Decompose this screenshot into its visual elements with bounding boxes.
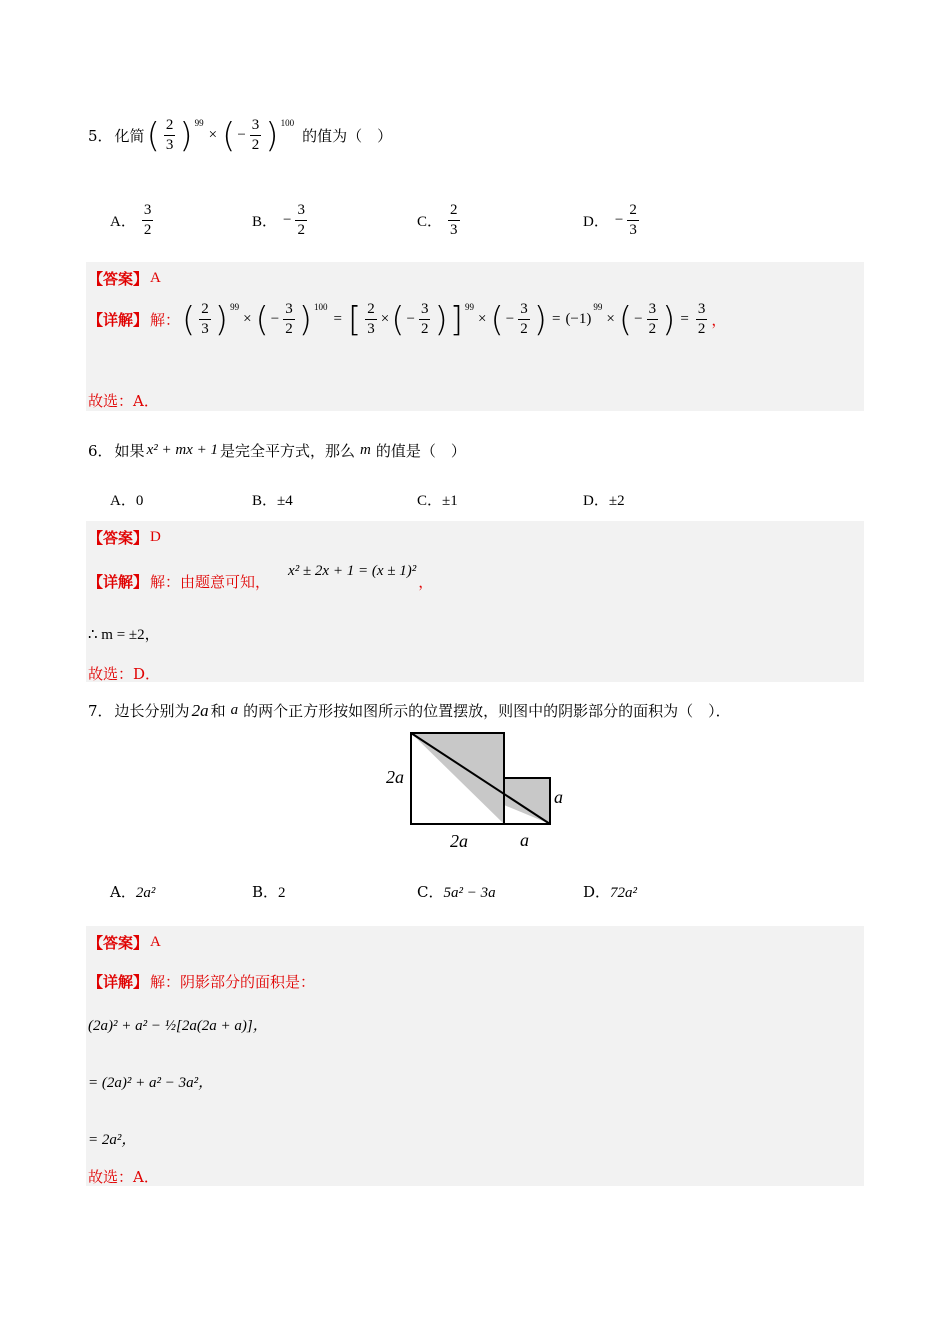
- q6-option-b[interactable]: B．±4: [252, 493, 293, 509]
- q5-option-b[interactable]: B． − $\frac{3}{2}$: [252, 202, 305, 238]
- q6-step: ∴ m = ±2，: [88, 627, 160, 643]
- q7-option-a[interactable]: A．2a²: [110, 883, 156, 901]
- q6-conclusion: 故选：D．: [88, 665, 161, 683]
- q6-option-a[interactable]: A．0: [110, 493, 144, 509]
- q7-step-1: (2a)² + a² − ½[2a(2a + a)]，: [88, 1018, 268, 1034]
- q7-stem: 7． 边长分别为 2a 和 a 的两个正方形按如图所示的位置摆放，则图中的阴影部分的面积为（ ）．: [88, 700, 731, 720]
- q6-option-c[interactable]: C．±1: [417, 493, 458, 509]
- q7-answer-box: [86, 926, 864, 1186]
- q6-option-d[interactable]: D．±2: [583, 493, 625, 509]
- q5-option-a[interactable]: A． $\frac{3}{2}$: [110, 202, 152, 238]
- q5-detail: 【详解】 解： ( $\frac{2}{3}$ ) $^{99}$ × ( − $\frac{3}{2}$ ) $^{100}$ = [ $\frac{2}{3}$ × ( − $\frac{3}{2}$ ) ] $^{99}$ × ( − $\frac{3}{2}$ ) = (−1) $^{99}$ × ( − $\frac{3}{2}$ ) = $\frac{3}{2}$ ，: [88, 299, 727, 340]
- q5-expression: ( $\frac{2}{3}$ ) $^{99}$ × ( − $\frac{3}{2}$ ) $^{100}$: [146, 115, 295, 156]
- q5-detail-expression: ( $\frac{2}{3}$ ) $^{99}$ × ( − $\frac{3}{2}$ ) $^{100}$ = [ $\frac{2}{3}$ × ( − $\frac{3}{2}$ ) ] $^{99}$ × ( − $\frac{3}{2}$ ) = (−1) $^{99}$ × ( − $\frac{3}{2}$ ) = $\frac{3}{2}$: [182, 299, 706, 340]
- q7-label-bottom-big: 2a: [450, 831, 468, 851]
- q6-polynomial: x² + mx + 1: [146, 442, 218, 458]
- q5-option-d[interactable]: D． − $\frac{2}{3}$: [583, 202, 637, 238]
- q7-answer: 【答案】 A: [88, 934, 161, 952]
- q6-answer-box: [86, 521, 864, 682]
- q6-detail-expression: x² ± 2x + 1 = (x ± 1)²: [288, 563, 417, 579]
- q7-conclusion: 故选：A．: [88, 1168, 159, 1186]
- q7-option-c[interactable]: C．5a² − 3a: [417, 883, 496, 901]
- q7-option-b[interactable]: B．2: [252, 883, 286, 901]
- q7-label-right: a: [554, 787, 563, 807]
- q5-prefix: 化简: [114, 127, 145, 145]
- q6-answer: 【答案】 D: [88, 529, 161, 547]
- q7-label-bottom-small: a: [520, 830, 529, 850]
- q7-option-d[interactable]: D．72a²: [583, 883, 638, 901]
- q7-detail: 【详解】 解：阴影部分的面积是：: [88, 973, 316, 991]
- q7-shaded-upper: [411, 733, 504, 824]
- q5-answer-box: [86, 262, 864, 411]
- q5-conclusion: 故选：A．: [88, 392, 159, 410]
- q5-number: 5．: [88, 127, 113, 145]
- q6-detail: 【详解】 解：由题意可知， x² ± 2x + 1 = (x ± 1)² ，: [88, 563, 434, 591]
- q7-step-2: = (2a)² + a² − 3a²，: [88, 1075, 214, 1091]
- q5-answer: 【答案】 A: [88, 270, 161, 288]
- q5-stem: [88, 115, 393, 156]
- q7-label-left: 2a: [386, 767, 404, 787]
- q5-option-c[interactable]: C． $\frac{2}{3}$: [417, 202, 458, 238]
- q5-suffix: 的值为（ ）: [302, 127, 393, 145]
- q7-figure: [380, 726, 580, 856]
- q6-stem: 6． 如果 x² + mx + 1 是完全平方式，那么 m 的值是（ ）: [88, 442, 466, 460]
- q7-step-3: = 2a²，: [88, 1132, 137, 1148]
